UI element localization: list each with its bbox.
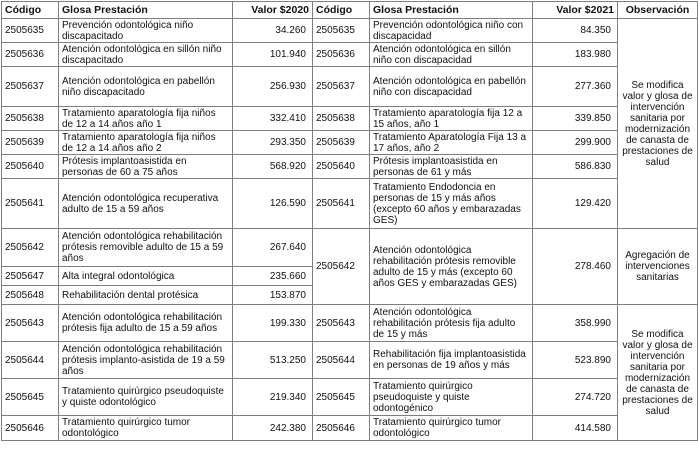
- glosa-2020: Tratamiento aparatología fija niños de 12 a 14 años año 2: [59, 131, 233, 155]
- header-row: [2, 2, 698, 19]
- glosa-2021: Prótesis implantoasistida en personas de 61 y más: [370, 155, 533, 179]
- codigo-2020: 2505646: [2, 416, 59, 441]
- valor-2020: 267.640: [233, 229, 313, 267]
- codigo-2021: 2505646: [313, 416, 370, 441]
- glosa-2021: Tratamiento aparatología fija 12 a 15 años, año 1: [370, 107, 533, 131]
- glosa-2020: Prótesis implantoasistida en personas de 60 a 75 años: [59, 155, 233, 179]
- valor-2021: 274.720: [533, 379, 618, 416]
- glosa-2020: Rehabilitación dental protésica: [59, 286, 233, 305]
- valor-2020: 332.410: [233, 107, 313, 131]
- table-row: [2, 107, 698, 131]
- table-row: [2, 229, 698, 267]
- valor-2021: 586.830: [533, 155, 618, 179]
- codigo-2021: 2505640: [313, 155, 370, 179]
- valor-2020: 126.590: [233, 179, 313, 229]
- table-row: [2, 19, 698, 43]
- valor-2020: 235.660: [233, 267, 313, 286]
- codigo-2020: 2505639: [2, 131, 59, 155]
- valor-2020: 199.330: [233, 305, 313, 342]
- table-row: [2, 416, 698, 441]
- glosa-2021: Atención odontológica rehabilitación prótesis removible adulto de 15 y más (excepto 60 años GES y embarazadas GES): [370, 229, 533, 305]
- codigo-2020: 2505644: [2, 342, 59, 379]
- table-row: [2, 155, 698, 179]
- glosa-2021: Tratamiento Aparatología Fija 13 a 17 años, año 2: [370, 131, 533, 155]
- codigo-2021: 2505642: [313, 229, 370, 305]
- table-row: [2, 179, 698, 229]
- header-observacion: Observación: [618, 2, 698, 19]
- glosa-2021: Tratamiento Endodoncia en personas de 15 y más años (excepto 60 años y embarazadas GES): [370, 179, 533, 229]
- valor-2020: 293.350: [233, 131, 313, 155]
- glosa-2021: Tratamiento quirúrgico pseudoquiste y quiste odontogénico: [370, 379, 533, 416]
- table-row: [2, 131, 698, 155]
- codigo-2020: 2505643: [2, 305, 59, 342]
- codigo-2020: 2505645: [2, 379, 59, 416]
- codigo-2021: 2505638: [313, 107, 370, 131]
- valor-2021: 523.890: [533, 342, 618, 379]
- glosa-2020: Tratamiento quirúrgico pseudoquiste y quiste odontológico: [59, 379, 233, 416]
- codigo-2020: 2505648: [2, 286, 59, 305]
- valor-2020: 101.940: [233, 43, 313, 67]
- valor-2021: 84.350: [533, 19, 618, 43]
- glosa-2021: Rehabilitación fija implantoasistida en personas de 19 años y más: [370, 342, 533, 379]
- valor-2021: 358.990: [533, 305, 618, 342]
- glosa-2021: Prevención odontológica niño con discapacidad: [370, 19, 533, 43]
- glosa-2020: Tratamiento aparatología fija niños de 12 a 14 años año 1: [59, 107, 233, 131]
- table-row: [2, 379, 698, 416]
- table-row: [2, 67, 698, 107]
- glosa-2020: Prevención odontológica niño discapacitado: [59, 19, 233, 43]
- header-valor-2020: Valor $2020: [233, 2, 313, 19]
- valor-2020: 153.870: [233, 286, 313, 305]
- observacion-cell: Se modifica valor y glosa de intervención sanitaria por modernización de canasta de prestaciones de salud: [618, 305, 698, 441]
- table-row: [2, 342, 698, 379]
- codigo-2020: 2505647: [2, 267, 59, 286]
- table-row: [2, 43, 698, 67]
- valor-2021: 339.850: [533, 107, 618, 131]
- codigo-2020: 2505641: [2, 179, 59, 229]
- glosa-2020: Atención odontológica en sillón niño discapacitado: [59, 43, 233, 67]
- codigo-2020: 2505637: [2, 67, 59, 107]
- glosa-2020: Atención odontológica rehabilitación prótesis removible adulto de 15 a 59 años: [59, 229, 233, 267]
- valor-2021: 129.420: [533, 179, 618, 229]
- codigo-2020: 2505640: [2, 155, 59, 179]
- glosa-2021: Atención odontológica en pabellón niño con discapacidad: [370, 67, 533, 107]
- header-glosa-2020: Glosa Prestación: [59, 2, 233, 19]
- header-valor-2021: Valor $2021: [533, 2, 618, 19]
- table-row: [2, 305, 698, 342]
- glosa-2020: Atención odontológica recuperativa adulto de 15 a 59 años: [59, 179, 233, 229]
- header-codigo-2020: Código: [2, 2, 59, 19]
- glosa-2020: Alta integral odontológica: [59, 267, 233, 286]
- valor-2021: 183.980: [533, 43, 618, 67]
- codigo-2021: 2505636: [313, 43, 370, 67]
- codigo-2020: 2505635: [2, 19, 59, 43]
- header-glosa-2021: Glosa Prestación: [370, 2, 533, 19]
- valor-2021: 278.460: [533, 229, 618, 305]
- codigo-2021: 2505639: [313, 131, 370, 155]
- glosa-2020: Tratamiento quirúrgico tumor odontológico: [59, 416, 233, 441]
- prestaciones-table: [1, 1, 698, 441]
- valor-2020: 513.250: [233, 342, 313, 379]
- codigo-2020: 2505636: [2, 43, 59, 67]
- observacion-cell: Agregación de intervenciones sanitarias: [618, 229, 698, 305]
- valor-2020: 34.260: [233, 19, 313, 43]
- valor-2020: 256.930: [233, 67, 313, 107]
- header-codigo-2021: Código: [313, 2, 370, 19]
- codigo-2021: 2505635: [313, 19, 370, 43]
- codigo-2021: 2505645: [313, 379, 370, 416]
- valor-2021: 299.900: [533, 131, 618, 155]
- glosa-2021: Atención odontológica en sillón niño con discapacidad: [370, 43, 533, 67]
- glosa-2020: Atención odontológica en pabellón niño discapacitado: [59, 67, 233, 107]
- codigo-2021: 2505643: [313, 305, 370, 342]
- valor-2021: 414.580: [533, 416, 618, 441]
- codigo-2021: 2505644: [313, 342, 370, 379]
- glosa-2020: Atención odontológica rehabilitación prótesis implanto-asistida de 19 a 59 años: [59, 342, 233, 379]
- codigo-2021: 2505637: [313, 67, 370, 107]
- codigo-2021: 2505641: [313, 179, 370, 229]
- valor-2020: 242.380: [233, 416, 313, 441]
- codigo-2020: 2505642: [2, 229, 59, 267]
- observacion-cell: Se modifica valor y glosa de intervención sanitaria por modernización de canasta de prestaciones de salud: [618, 19, 698, 229]
- codigo-2020: 2505638: [2, 107, 59, 131]
- valor-2020: 219.340: [233, 379, 313, 416]
- glosa-2021: Tratamiento quirúrgico tumor odontológico: [370, 416, 533, 441]
- valor-2021: 277.360: [533, 67, 618, 107]
- valor-2020: 568.920: [233, 155, 313, 179]
- glosa-2020: Atención odontológica rehabilitación prótesis fija adulto de 15 a 59 años: [59, 305, 233, 342]
- glosa-2021: Atención odontológica rehabilitación prótesis fija adulto de 15 y más: [370, 305, 533, 342]
